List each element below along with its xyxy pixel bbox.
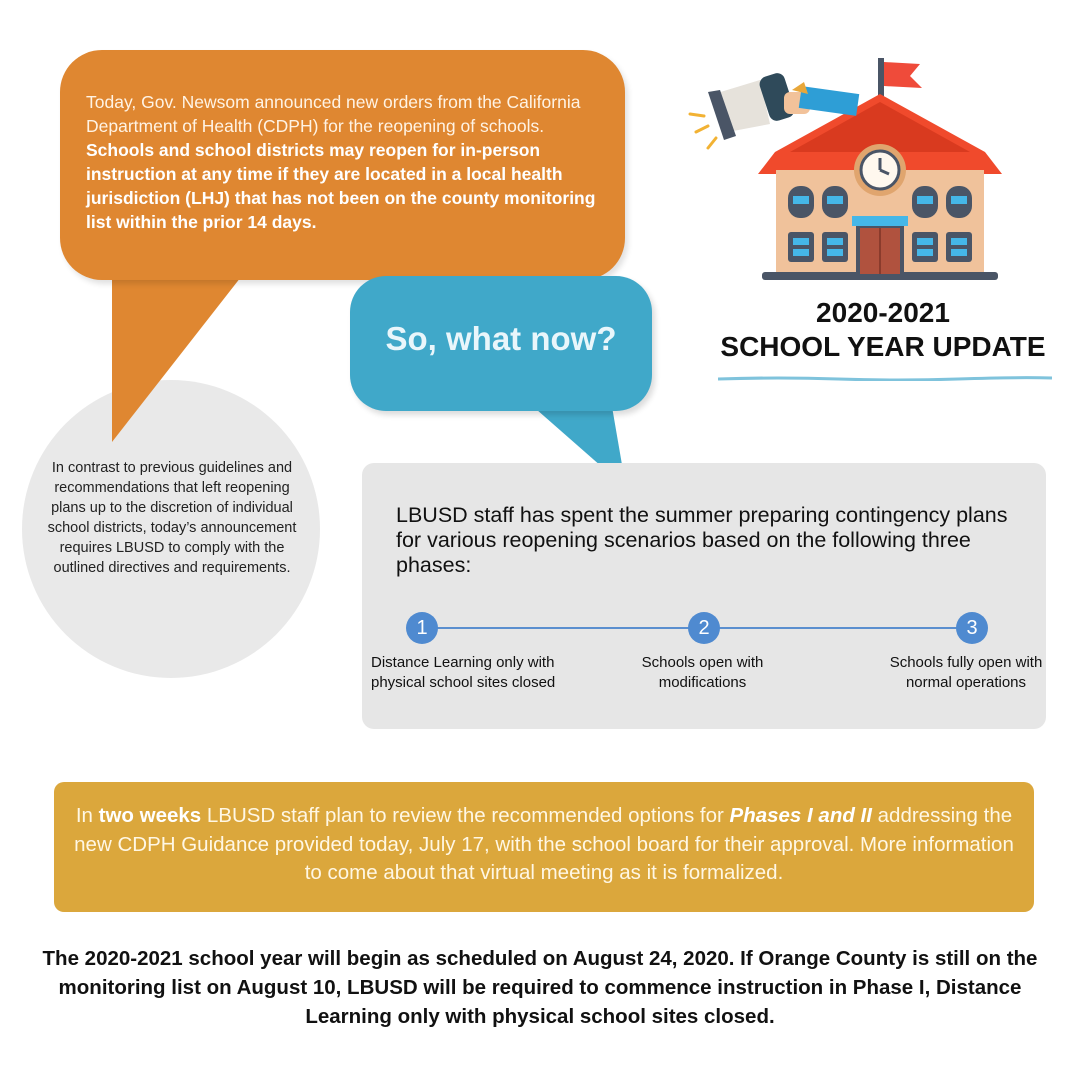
- clock-icon: [854, 144, 906, 196]
- title-underline: [718, 376, 1052, 381]
- phase-3-marker: 3: [956, 612, 988, 644]
- announcement-intro: Today, Gov. Newsom announced new orders from the California Department of Health (CDPH) for the reopening of schools.: [86, 92, 581, 136]
- phase-3-label: Schools fully open with normal operations: [889, 654, 1043, 691]
- contrast-text: In contrast to previous guidelines and recommendations that left reopening plans up to the discretion of individual school districts, today’s announcement requires LBUSD to comply with the outlined directives and requirements.: [47, 460, 297, 576]
- school-building-icon: [680, 52, 1040, 284]
- phase-2-label: Schools open with modifications: [641, 654, 764, 691]
- announcement-text: [86, 90, 606, 234]
- review-text-phases: Phases I and II: [729, 804, 872, 827]
- review-text-part2: LBUSD staff plan to review the recommended options for: [201, 804, 730, 827]
- review-plan-text: [70, 802, 1018, 888]
- review-text-part1: In: [75, 804, 99, 827]
- phase-1-marker: 1: [406, 612, 438, 644]
- title-year: 2020-2021: [816, 297, 950, 328]
- announcement-emphasis: Schools and school districts may reopen for in-person instruction at any time if they are located in a local health jurisdiction (LHJ) that has not been on the county monitoring list within the prior 14 days.: [86, 140, 596, 232]
- what-now-text: So, what now?: [385, 320, 617, 357]
- review-text-two-weeks: two weeks: [98, 804, 202, 827]
- phase-2-marker: 2: [688, 612, 720, 644]
- phases-intro-text: LBUSD staff has spent the summer preparing contingency plans for various reopening scenarios based on the following three phases:: [396, 503, 1008, 577]
- review-text-part3: addressing the new CDPH Guidance provided today, July 17, with the school board for their approval. More information to come about that virtual meeting as it is formalized.: [74, 804, 1014, 884]
- title-subtitle: SCHOOL YEAR UPDATE: [720, 331, 1046, 362]
- phase-1-label: Distance Learning only with physical school sites closed: [371, 654, 556, 691]
- school-year-start-notice: The 2020-2021 school year will begin as scheduled on August 24, 2020. If Orange County is still on the monitoring list on August 10, LBUSD will be required to commence instruction in Phase I, Distance Learning only with physical school sites closed.: [42, 947, 1038, 1028]
- page-title: [708, 296, 1058, 364]
